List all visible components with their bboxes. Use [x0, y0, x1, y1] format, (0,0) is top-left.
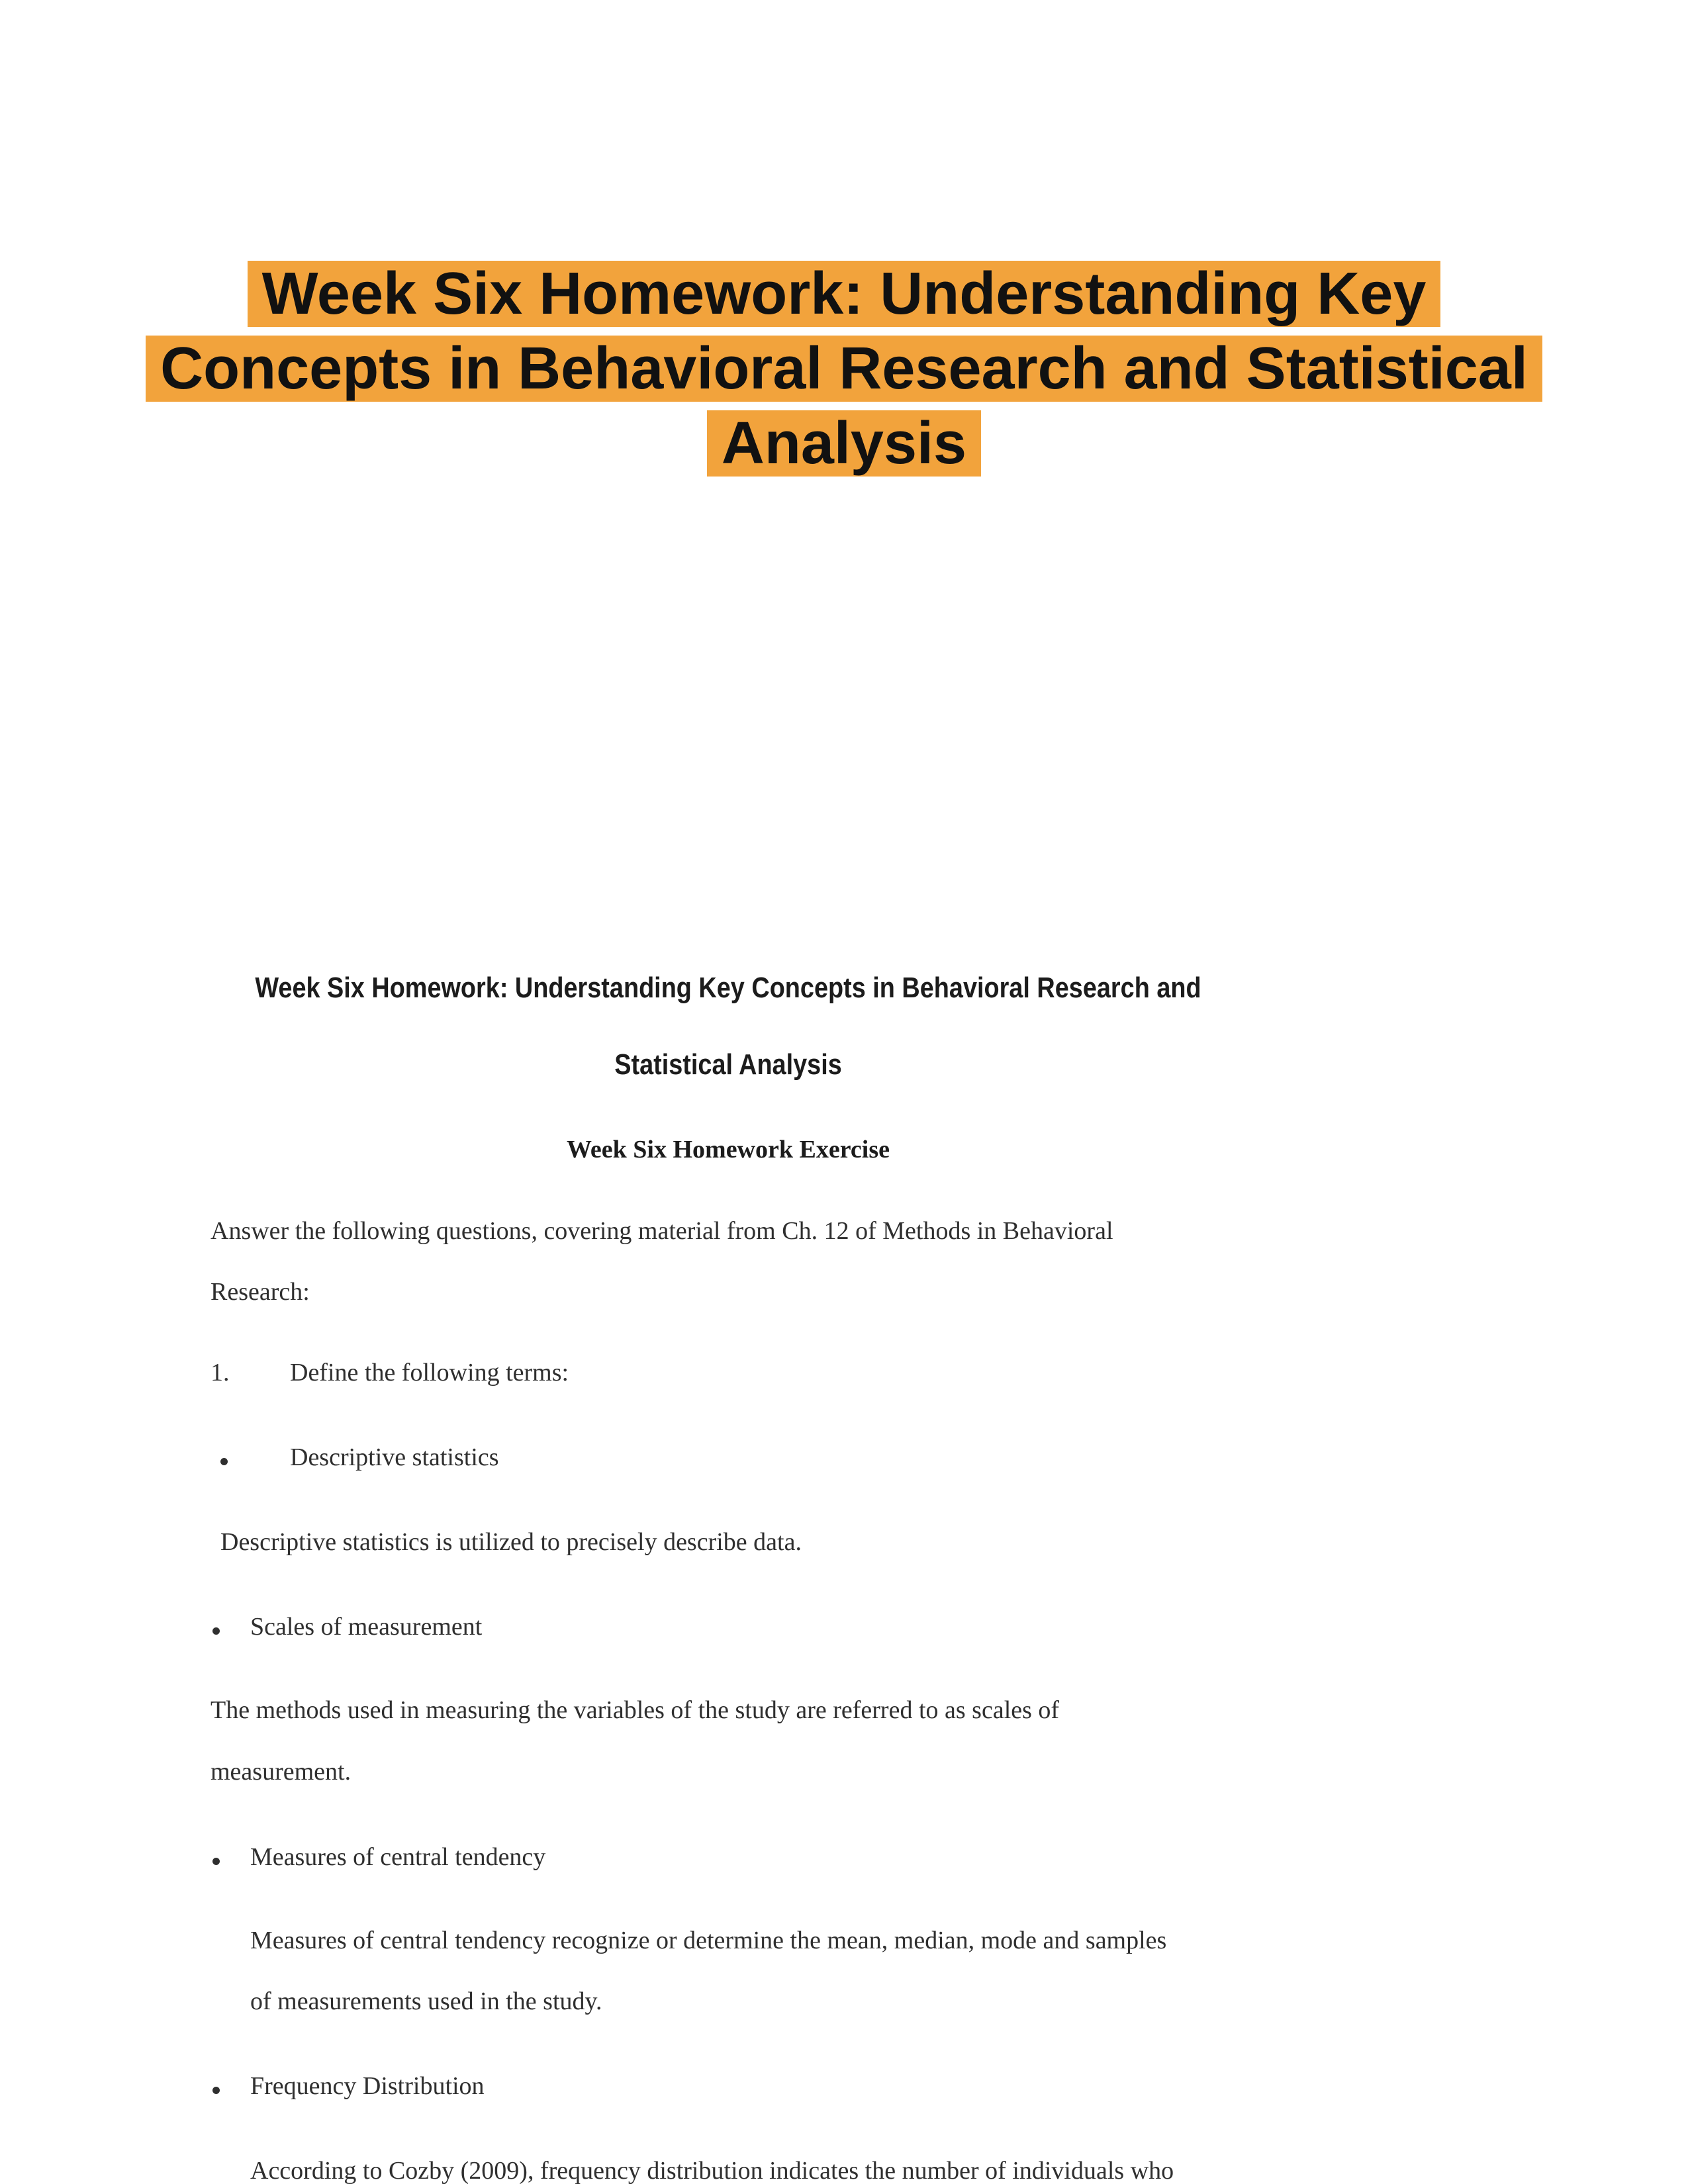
highlighted-title-banner [0, 257, 1688, 481]
definition-scales-line-1: The methods used in measuring the variables of the study are referred to as scales of [211, 1696, 1060, 1724]
definition-descriptive-statistics: Descriptive statistics is utilized to precisely describe data. [220, 1528, 802, 1556]
document-title-line-1: Week Six Homework: Understanding Key Concepts in Behavioral Research and [255, 972, 1201, 1004]
definition-central-tendency-line-1: Measures of central tendency recognize or determine the mean, median, mode and samples [250, 1927, 1167, 1954]
term-scales-of-measurement: Scales of measurement [250, 1613, 483, 1641]
scanned-document-image [0, 913, 1688, 2184]
term-frequency-distribution: Frequency Distribution [250, 2072, 485, 2100]
definition-frequency-line-1: According to Cozby (2009), frequency distribution indicates the number of individuals who [250, 2157, 1174, 2184]
term-central-tendency: Measures of central tendency [250, 1843, 546, 1871]
bullet-icon [212, 1627, 220, 1635]
bullet-icon [212, 2087, 220, 2094]
intro-line-2: Research: [211, 1278, 310, 1306]
question-number: 1. [211, 1359, 230, 1387]
bullet-icon [212, 1858, 220, 1865]
intro-line-1: Answer the following questions, covering material from Ch. 12 of Methods in Behavioral [211, 1217, 1113, 1245]
document-title-line-2: Statistical Analysis [614, 1048, 842, 1081]
banner-title-line-3: Analysis [707, 410, 981, 477]
definition-scales-line-2: measurement. [211, 1758, 352, 1786]
question-text: Define the following terms: [290, 1359, 569, 1387]
definition-central-tendency-line-2: of measurements used in the study. [250, 1987, 602, 2015]
banner-title-line-1: Week Six Homework: Understanding Key [248, 261, 1441, 327]
banner-title-line-2: Concepts in Behavioral Research and Statistical [146, 336, 1542, 402]
bullet-icon [220, 1458, 228, 1465]
exercise-subheading: Week Six Homework Exercise [567, 1136, 890, 1163]
term-descriptive-statistics: Descriptive statistics [290, 1443, 499, 1471]
